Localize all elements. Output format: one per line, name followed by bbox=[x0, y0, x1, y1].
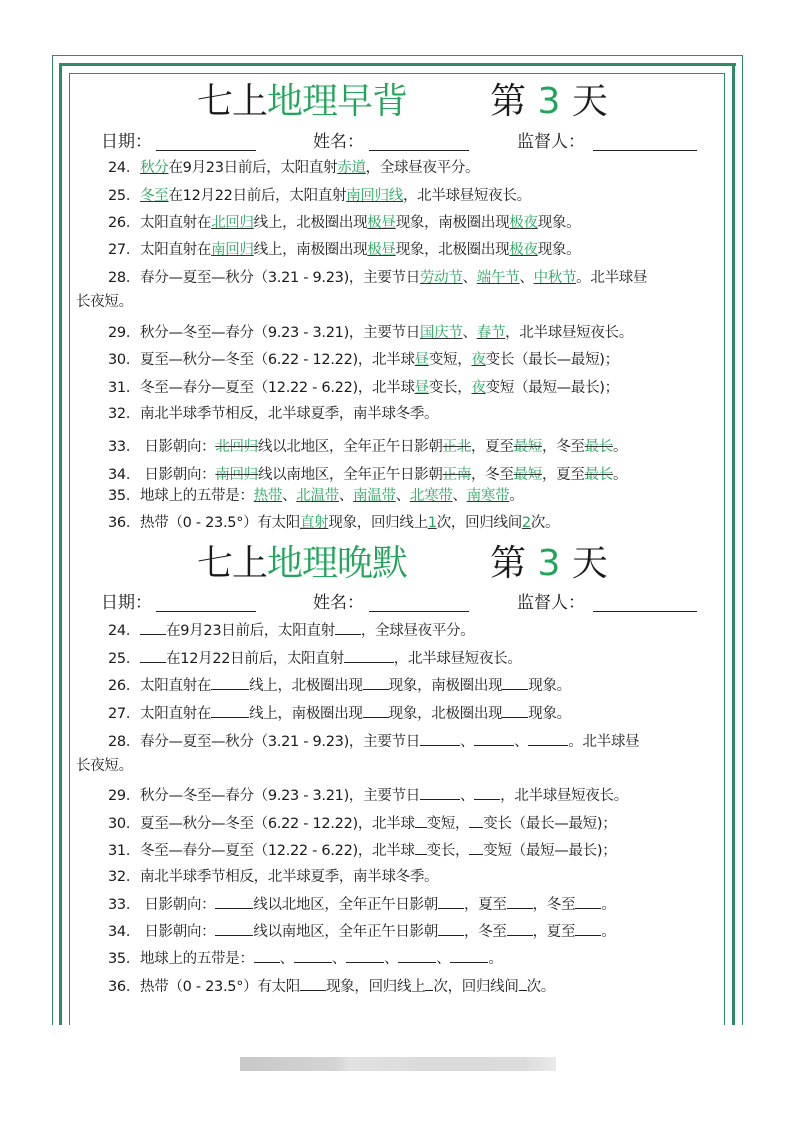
blank[interactable] bbox=[438, 894, 464, 909]
blank[interactable] bbox=[474, 731, 514, 746]
evening-item-24: 24． 在9月23日前后，太阳直射 ，全球昼夜平分。 bbox=[108, 620, 474, 641]
blank[interactable] bbox=[211, 675, 249, 690]
blank[interactable] bbox=[211, 703, 249, 718]
supervisor-field[interactable] bbox=[593, 150, 697, 151]
morning-item-30: 30．夏至—秋分—冬至（6.22 - 12.22)，北半球昼变短，夜变长（最长—最短)； bbox=[108, 352, 619, 368]
morning-item-35: 35．地球上的五带是：热带、北温带、南温带、北寒带、南寒带。 bbox=[108, 488, 524, 504]
morning-item-36: 36．热带（0 - 23.5°）有太阳直射现象，回归线上1次，回归线间2次。 bbox=[108, 515, 560, 531]
border-outer-right bbox=[742, 55, 743, 1025]
blank[interactable] bbox=[363, 703, 389, 718]
blank[interactable] bbox=[519, 976, 527, 991]
blank[interactable] bbox=[450, 948, 488, 963]
blank[interactable] bbox=[575, 921, 601, 936]
blank[interactable] bbox=[344, 648, 394, 663]
blank[interactable] bbox=[502, 703, 528, 718]
blank[interactable] bbox=[415, 840, 427, 855]
blank[interactable] bbox=[474, 785, 500, 800]
morning-day: 第 3 天 bbox=[490, 81, 608, 122]
blurred-footer-watermark bbox=[240, 1057, 556, 1071]
evening-item-32: 32．南北半球季节相反，北半球夏季，南半球冬季。 bbox=[108, 869, 439, 885]
evening-item-36: 36．热带（0 - 23.5°）有太阳 现象，回归线上 次，回归线间 次。 bbox=[108, 976, 555, 997]
blank[interactable] bbox=[438, 921, 464, 936]
border-outer-top bbox=[52, 55, 743, 56]
date-label: 日期： bbox=[101, 132, 152, 152]
morning-item-34: 34． 日影朝向：南回归线以南地区，全年正午日影朝正南，冬至最短，夏至最长。 bbox=[108, 467, 628, 483]
morning-item-25: 25．冬至在12月22日前后，太阳直射南回归线，北半球昼短夜长。 bbox=[108, 188, 531, 204]
blank[interactable] bbox=[346, 948, 384, 963]
blank[interactable] bbox=[528, 731, 568, 746]
evening-item-28: 28．春分—夏至—秋分（3.21 - 9.23)，主要节日 、 、 。北半球昼 bbox=[108, 731, 639, 752]
blank[interactable] bbox=[300, 976, 326, 991]
blank[interactable] bbox=[420, 785, 460, 800]
evening-item-31: 31．冬至—春分—夏至（12.22 - 6.22)，北半球 变长， 变短（最短—最长)； bbox=[108, 840, 616, 861]
supervisor-label: 监督人： bbox=[517, 593, 585, 613]
date-field[interactable] bbox=[156, 611, 256, 612]
border-outer-left bbox=[52, 55, 53, 1025]
morning-title bbox=[0, 80, 793, 124]
name-field[interactable] bbox=[369, 150, 469, 151]
evening-item-33: 33． 日影朝向： 线以北地区，全年正午日影朝 ，夏至 ，冬至 。 bbox=[108, 894, 615, 915]
supervisor-field[interactable] bbox=[593, 611, 697, 612]
morning-title-text: 七上地理早背 bbox=[197, 81, 408, 122]
blank[interactable] bbox=[415, 813, 427, 828]
evening-item-25: 25． 在12月22日前后，太阳直射 ，北半球昼短夜长。 bbox=[108, 648, 522, 669]
blank[interactable] bbox=[363, 675, 389, 690]
name-label: 姓名： bbox=[313, 132, 364, 152]
evening-title bbox=[0, 542, 793, 586]
morning-item-31: 31．冬至—春分—夏至（12.22 - 6.22)，北半球昼变长，夜变短（最短—最长)； bbox=[108, 380, 619, 396]
evening-item-26: 26．太阳直射在 线上，北极圈出现 现象，南极圈出现 现象。 bbox=[108, 675, 571, 696]
evening-meta-row bbox=[0, 591, 793, 615]
supervisor-label: 监督人： bbox=[517, 132, 585, 152]
evening-item-34: 34． 日影朝向： 线以南地区，全年正午日影朝 ，冬至 ，夏至 。 bbox=[108, 921, 615, 942]
name-field[interactable] bbox=[369, 611, 469, 612]
evening-item-35: 35．地球上的五带是： 、 、 、 、 。 bbox=[108, 948, 503, 969]
border-thick-top bbox=[59, 63, 736, 66]
blank[interactable] bbox=[294, 948, 332, 963]
name-label: 姓名： bbox=[313, 593, 364, 613]
blank[interactable] bbox=[335, 620, 361, 635]
evening-day: 第 3 天 bbox=[490, 543, 608, 584]
date-label: 日期： bbox=[101, 593, 152, 613]
blank[interactable] bbox=[502, 675, 528, 690]
blank[interactable] bbox=[215, 921, 253, 936]
evening-title-text: 七上地理晚默 bbox=[197, 543, 408, 584]
blank[interactable] bbox=[254, 948, 280, 963]
morning-item-28-cont: 长夜短。 bbox=[76, 294, 133, 310]
morning-item-29: 29．秋分—冬至—春分（9.23 - 3.21)，主要节日国庆节、春节，北半球昼短夜长。 bbox=[108, 325, 633, 341]
morning-item-33: 33． 日影朝向：北回归线以北地区，全年正午日影朝正北，夏至最短，冬至最长。 bbox=[108, 439, 628, 455]
blank[interactable] bbox=[469, 813, 483, 828]
border-inner-top bbox=[69, 73, 725, 74]
morning-meta-row bbox=[0, 130, 793, 154]
evening-item-28-cont: 长夜短。 bbox=[76, 758, 133, 774]
blank[interactable] bbox=[140, 620, 166, 635]
blank[interactable] bbox=[507, 894, 533, 909]
morning-item-26: 26．太阳直射在北回归线上，北极圈出现极昼现象，南极圈出现极夜现象。 bbox=[108, 215, 581, 231]
blank[interactable] bbox=[140, 648, 166, 663]
morning-item-27: 27．太阳直射在南回归线上，南极圈出现极昼现象，北极圈出现极夜现象。 bbox=[108, 242, 581, 258]
blank[interactable] bbox=[398, 948, 436, 963]
morning-item-24: 24．秋分在9月23日前后，太阳直射赤道，全球昼夜平分。 bbox=[108, 160, 480, 176]
evening-item-30: 30．夏至—秋分—冬至（6.22 - 12.22)，北半球 变短， 变长（最长—最短)； bbox=[108, 813, 616, 834]
morning-item-28: 28．春分—夏至—秋分（3.21 - 9.23)，主要节日劳动节、端午节、中秋节。北半球昼 bbox=[108, 270, 648, 286]
blank[interactable] bbox=[469, 840, 483, 855]
evening-item-29: 29．秋分—冬至—春分（9.23 - 3.21)，主要节日 、 ，北半球昼短夜长。 bbox=[108, 785, 628, 806]
date-field[interactable] bbox=[156, 150, 256, 151]
blank[interactable] bbox=[215, 894, 253, 909]
blank[interactable] bbox=[507, 921, 533, 936]
morning-item-32: 32．南北半球季节相反，北半球夏季，南半球冬季。 bbox=[108, 406, 439, 422]
blank[interactable] bbox=[420, 731, 460, 746]
blank[interactable] bbox=[575, 894, 601, 909]
evening-item-27: 27．太阳直射在 线上，南极圈出现 现象，北极圈出现 现象。 bbox=[108, 703, 571, 724]
